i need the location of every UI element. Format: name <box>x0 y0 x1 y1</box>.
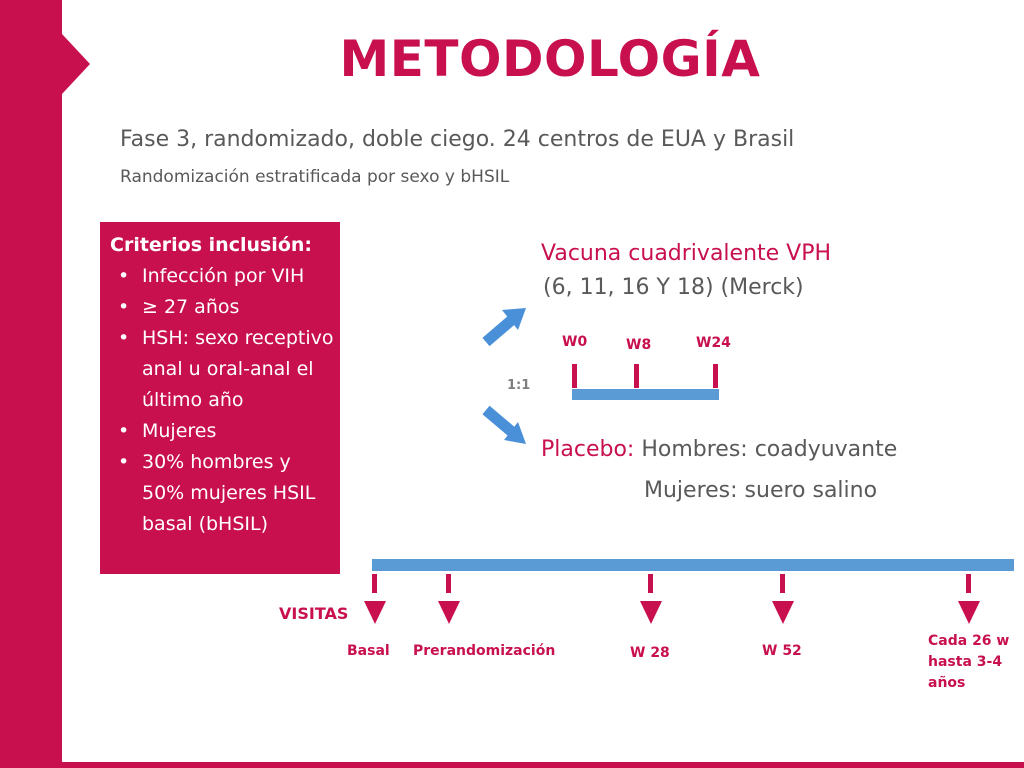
criteria-item: • Mujeres <box>110 416 334 447</box>
visit-arrow-icon <box>958 574 980 624</box>
criteria-item: • ≥ 27 años <box>110 292 334 323</box>
dose-tick-w0 <box>572 364 577 388</box>
visits-timeline-bar <box>372 559 1014 571</box>
visit-arrow-icon <box>364 574 386 624</box>
placebo-arm-men <box>541 437 897 462</box>
vaccine-arm-detail: (6, 11, 16 Y 18) (Merck) <box>543 275 804 300</box>
dose-label-w8: W8 <box>626 337 652 353</box>
visit-label-every-26w: Cada 26 w hasta 3-4 años <box>928 633 1010 691</box>
bullet-icon: • <box>118 420 130 442</box>
vaccine-arm-title: Vacuna cuadrivalente VPH <box>541 241 832 266</box>
visit-arrow-icon <box>640 574 662 624</box>
randomization-subtitle: Randomización estratificada por sexo y bHSIL <box>120 167 510 187</box>
criteria-item: • HSH: sexo receptivo anal u oral-anal el último año <box>110 323 334 416</box>
bullet-icon: • <box>118 451 130 473</box>
arrow-up-right-icon <box>486 308 526 342</box>
arrow-down-right-icon <box>486 410 526 444</box>
study-design-subtitle: Fase 3, randomizado, doble ciego. 24 centros de EUA y Brasil <box>120 127 795 152</box>
dose-label-w24: W24 <box>696 335 731 351</box>
bullet-icon: • <box>118 327 130 349</box>
dose-label-w0: W0 <box>562 334 588 350</box>
visit-label-w28: W 28 <box>630 645 670 661</box>
criteria-item: • 30% hombres y 50% mujeres HSIL basal (bHSIL) <box>110 447 334 540</box>
visit-label-prerandomization: Prerandomización <box>413 643 556 659</box>
randomization-ratio: 1:1 <box>507 378 531 393</box>
visit-label-w52: W 52 <box>762 643 802 659</box>
slide-title: METODOLOGÍA <box>339 30 761 88</box>
placebo-arm-women: Mujeres: suero salino <box>644 478 878 503</box>
dose-tick-w8 <box>634 364 639 388</box>
placebo-men-text: Hombres: coadyuvante <box>641 437 898 462</box>
bullet-icon: • <box>118 265 130 287</box>
criteria-item: • Infección por VIH <box>110 261 334 292</box>
visit-arrow-icon <box>438 574 460 624</box>
visit-arrow-icon <box>772 574 794 624</box>
dose-timeline-bar <box>572 389 719 400</box>
placebo-label: Placebo: <box>541 437 635 462</box>
bullet-icon: • <box>118 296 130 318</box>
visit-label-basal: Basal <box>347 643 390 659</box>
dose-tick-w24 <box>713 364 718 388</box>
criteria-heading: Criterios inclusión: <box>110 234 312 256</box>
visits-label: VISITAS <box>279 604 349 623</box>
